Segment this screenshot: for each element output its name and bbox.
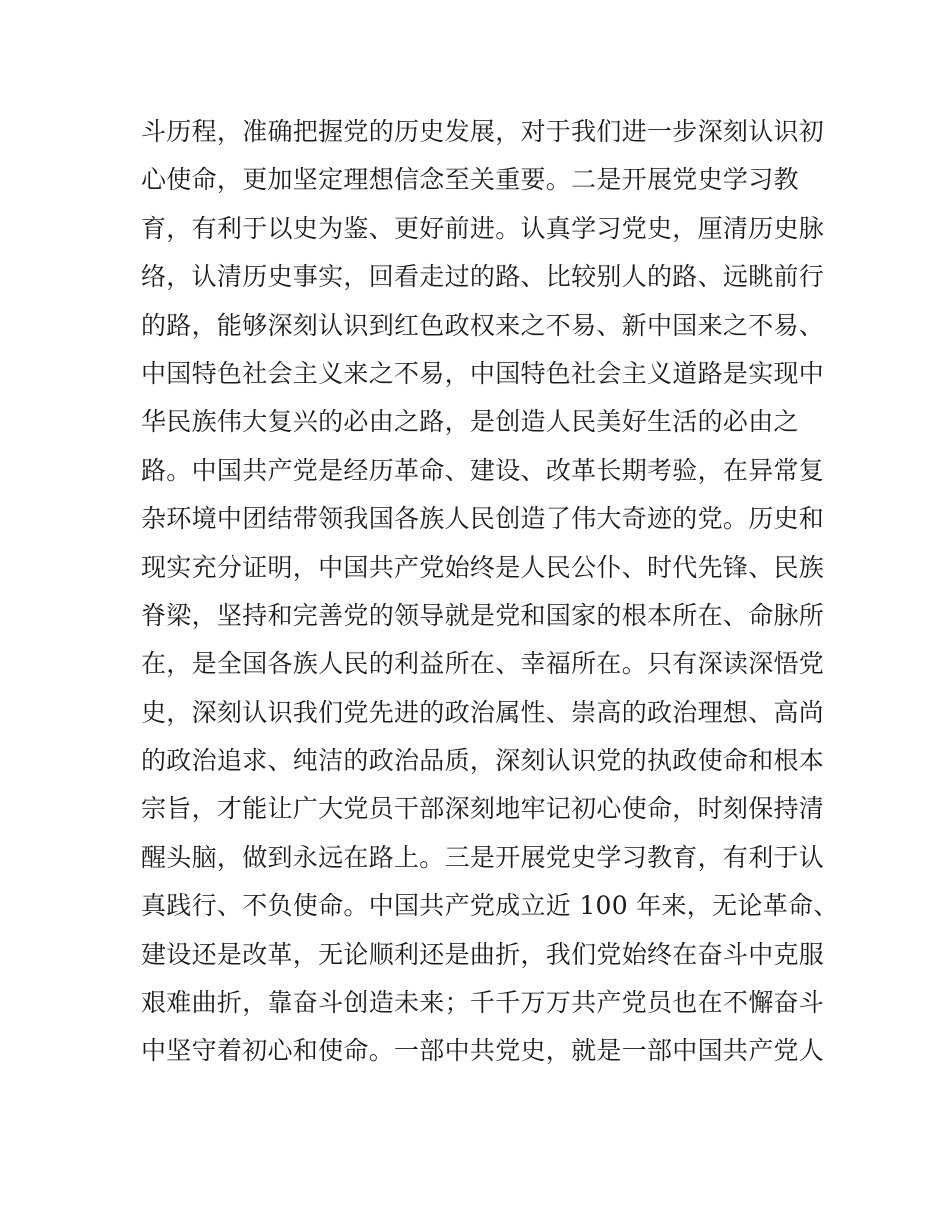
text-line: 建设还是改革，无论顺利还是曲折，我们党始终在奋斗中克服 bbox=[141, 939, 825, 969]
text-line: 斗历程，准确把握党的历史发展，对于我们进一步深刻认识初 bbox=[141, 117, 825, 146]
text-line: 杂环境中团结带领我国各族人民创造了伟大奇迹的党。历史和 bbox=[141, 504, 825, 534]
body-text bbox=[141, 108, 839, 1076]
text-line: 脊梁，坚持和完善党的领导就是党和国家的根本所在、命脉所 bbox=[141, 600, 825, 630]
text-line: 中国特色社会主义来之不易，中国特色社会主义道路是实现中 bbox=[141, 358, 825, 388]
text-line: 艰难曲折，靠奋斗创造未来；千千万万共产党员也在不懈奋斗 bbox=[141, 988, 825, 1018]
text-line: 的政治追求、纯洁的政治品质，深刻认识党的执政使命和根本 bbox=[141, 746, 825, 776]
text-line: 醒头脑，做到永远在路上。三是开展党史学习教育，有利于认 bbox=[141, 842, 825, 872]
text-line: 华民族伟大复兴的必由之路，是创造人民美好生活的必由之 bbox=[141, 407, 799, 437]
text-line: 的路，能够深刻认识到红色政权来之不易、新中国来之不易、 bbox=[141, 310, 825, 340]
text-line: 络，认清历史事实，回看走过的路、比较别人的路、远眺前行 bbox=[141, 262, 825, 292]
text-line: 现实充分证明，中国共产党始终是人民公仆、时代先锋、民族 bbox=[141, 552, 825, 582]
text-line: 史，深刻认识我们党先进的政治属性、崇高的政治理想、高尚 bbox=[141, 697, 825, 727]
text-line: 育，有利于以史为鉴、更好前进。认真学习党史，厘清历史脉 bbox=[141, 213, 825, 243]
text-line: 在，是全国各族人民的利益所在、幸福所在。只有深读深悟党 bbox=[141, 649, 825, 679]
text-line: 路。中国共产党是经历革命、建设、改革长期考验，在异常复 bbox=[141, 455, 825, 485]
text-line: 真践行、不负使命。中国共产党成立近 100 年来，无论革命、 bbox=[141, 891, 839, 921]
text-line: 中坚守着初心和使命。一部中共党史，就是一部中国共产党人 bbox=[141, 1036, 825, 1066]
text-line: 心使命，更加坚定理想信念至关重要。二是开展党史学习教 bbox=[141, 165, 799, 195]
text-line: 宗旨，才能让广大党员干部深刻地牢记初心使命，时刻保持清 bbox=[141, 794, 825, 824]
